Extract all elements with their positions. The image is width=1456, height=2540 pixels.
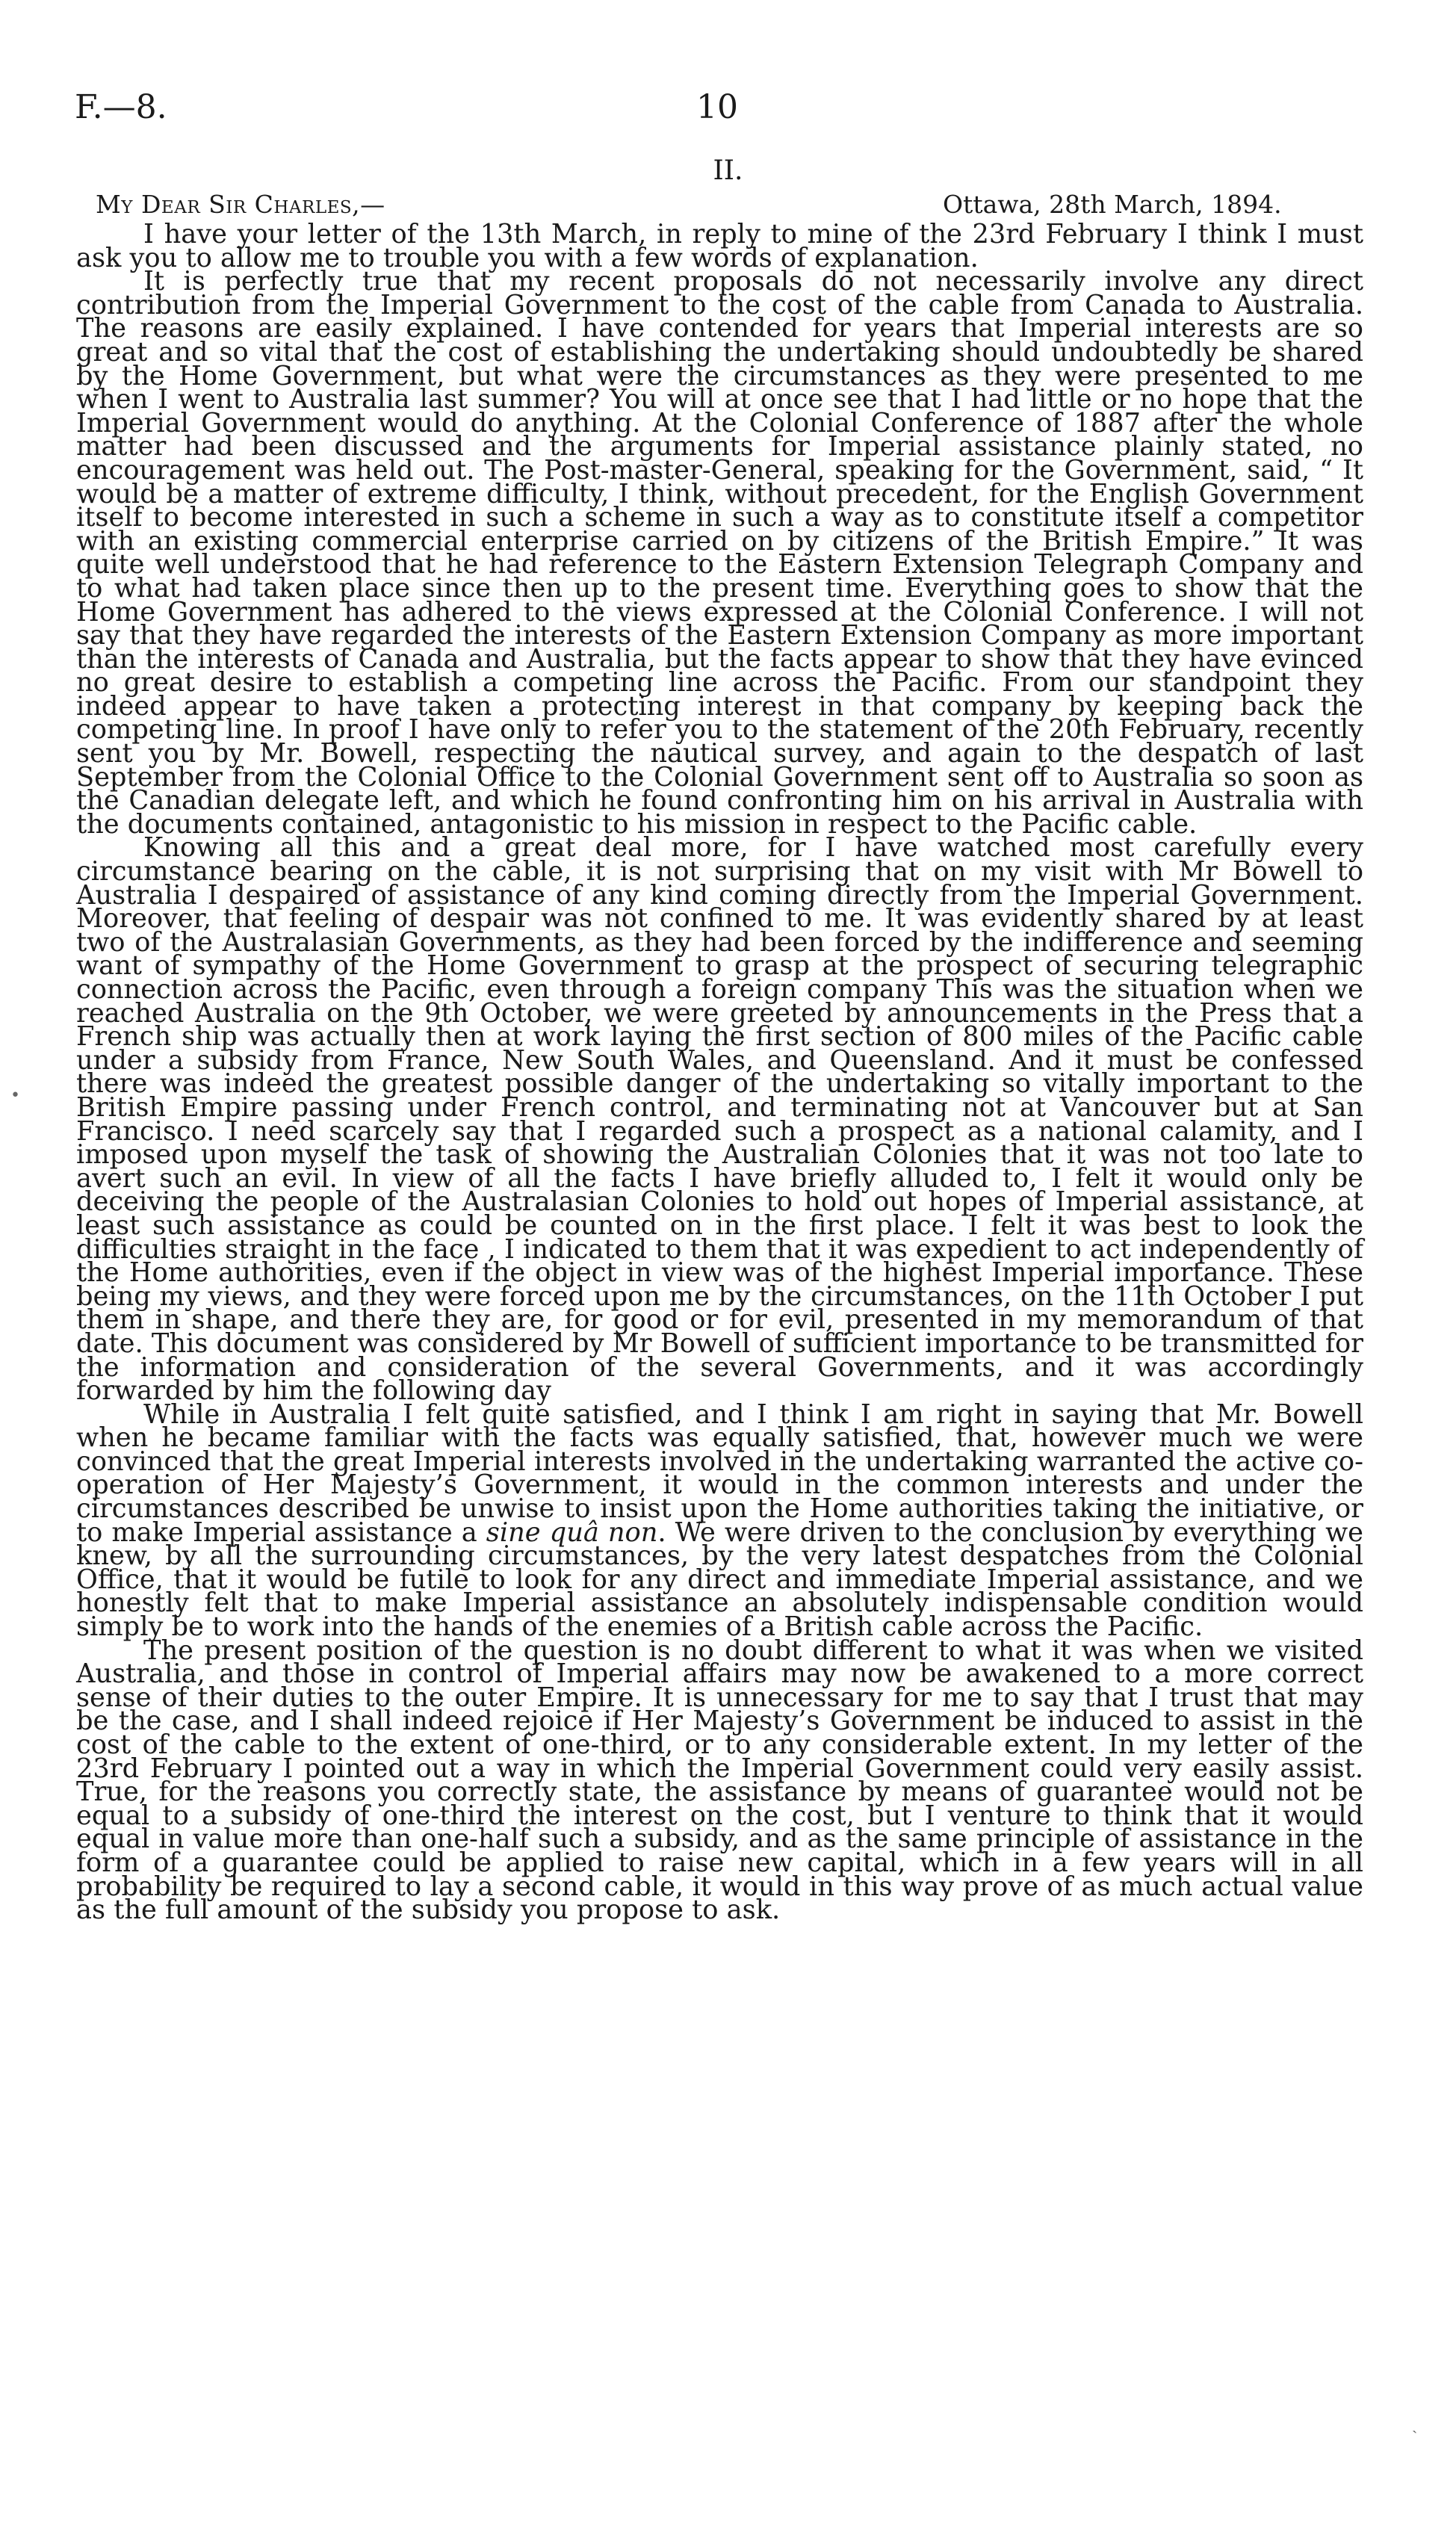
paragraph: It is perfectly true that my recent proposals do not necessarily involve any direct contribution from the Imperial Government to the cost of the cable from Canada to Australia. The reasons are easily explained. I have contended for years that Imperial interests are so great and so vital that the cost of establishing the undertaking should undoubtedly be shared by the Home Government, but what were the circumstances as they were presented to me when I went to Australia last summer? You will at once see that I had little or no hope that the Imperial Government would do anything. At the Colonial Conference of 1887 after the whole matter had been discussed and the arguments for Imperial assistance plainly stated, no encouragement was held out. The Post-master-General, speaking for the Government, said, “ It would be a matter of extreme difficulty, I think, without precedent, for the English Government itself to become interested in such a scheme in such a way as to constitute itself a competitor with an existing commercial enterprise carried on by citizens of the British Empire.” It was quite well understood that he had reference to the Eastern Extension Telegraph Company and to what had taken place since then up to the present time. Everything goes to show that the Home Government has adhered to the views expressed at the Colonial Conference. I will not say that they have regarded the interests of the Eastern Extension Company as more important than the interests of Canada and Australia, but the facts appear to show that they have evinced no great desire to establish a competing line across the Pacific. From our standpoint they indeed appear to have taken a protecting interest in that company by keeping back the competing line. In proof I have only to refer you to the statement of the 20th February, recently sent you by Mr. Bowell, respecting the nautical survey, and again to the despatch of last September from the Colonial Office to the Colonial Government sent off to Australia so soon as the Canadian delegate left, and which he found confronting him on his arrival in Australia with the documents contained, antagonistic to his mission in respect to the Pacific cable. — [76, 266, 1363, 840]
letter-number: II. — [713, 155, 743, 186]
margin-dot-mark: • — [10, 1086, 20, 1105]
paragraph: The present position of the question is no doubt different to what it was when we visited Australia, and those in control of Imperial affairs may now be awakened to a more correct sense of their duties to the outer Empire. It is unnecessary for me to say that I trust that may be the case, and I shall indeed rejoice if Her Majesty’s Government be induced to assist in the cost of the cable to the extent of one-third, or to any considerable extent. In my letter of the 23rd February I pointed out a way in which the Imperial Government could very easily assist. True, for the reasons you correctly state, the assistance by means of guarantee would not be equal to a subsidy of one-third the interest on the cost, but I venture to think that it would equal in value more than one-half such a subsidy, and as the same principle of assistance in the form of a guarantee could be applied to raise new capital, which in a few years will in all probability be required to lay a second cable, it would in this way prove of as much actual value as the full amount of the subsidy you propose to ask. — [76, 1635, 1363, 1926]
paragraph: While in Australia I felt quite satisfied, and I think I am right in saying that Mr. Bowell when he became familiar with the facts was equally satisfied, that, however much we were convinced that the great Imperial interests involved in the undertaking warranted the active co-operation of Her Majesty’s Government, it would in the common interests and under the circumstances described be unwise to insist upon the Home authorities taking the initiative, or to make Imperial assistance a sine quâ non. We were driven to the conclusion by everything we knew, by all the surrounding circumstances, by the very latest despatches from the Colonial Office, that it would be futile to look for any direct and immediate Imperial assistance, and we honestly felt that to make Imperial assistance an absolutely indispensable condition would simply be to work into the hands of the enemies of a British cable across the Pacific. — [76, 1398, 1364, 1643]
letter-body — [76, 219, 1364, 1926]
paragraph: I have your letter of the 13th March, in reply to mine of the 23rd February I think I must ask you to allow me to trouble you with a few words of explanation. — [76, 219, 1363, 273]
dateline: Ottawa, 28th March, 1894. — [943, 190, 1282, 219]
document-reference: F.—8. — [75, 88, 167, 126]
paragraph: Knowing all this and a great deal more, for I have watched most carefully every circumstance bearing on the cable, it is not surprising that on my visit with Mr Bowell to Australia I despaired of assistance of any kind coming directly from the Imperial Government. Moreover, that feeling of despair was not confined to me. It was evidently shared by at least two of the Australasian Governments, as they had been forced by the indifference and seeming want of sympathy of the Home Government to grasp at the prospect of securing telegraphic connection across the Pacific, even through a foreign company This was the situation when we reached Australia on the 9th October, we were greeted by announcements in the Press that a French ship was actually then at work laying the first section of 800 miles of the Pacific cable under a subsidy from France, New South Wales, and Queensland. And it must be confessed there was indeed the greatest possible danger of the undertaking so vitally important to the British Empire passing under French control, and terminating not at Vancouver but at San Francisco. I need scarcely say that I regarded such a prospect as a national calamity, and I imposed upon myself the task of showing the Australian Colonies that it was not too late to avert such an evil. In view of all the facts I have briefly alluded to, I felt it would only be deceiving the people of the Australasian Colonies to hold out hopes of Imperial assistance, at least such assistance as could be counted on in the first place. I felt it was best to look the difficulties straight in the face , I indicated to them that it was expedient to act independently of the Home authorities, even if the object in view was of the highest Imperial importance. These being my views, and they were forced upon me by the circumstances, on the 11th October I put them in shape, and there they are, for good or for evil, presented in my memorandum of that date. This document was considered by Mr Bowell of sufficient importance to be transmitted for the information and consideration of the several Governments, and it was accordingly forwarded by him the following day — [76, 832, 1363, 1407]
salutation: My Dear Sir Charles,— — [96, 190, 385, 219]
margin-tick-mark: ˏ — [1412, 2415, 1418, 2434]
page-number: 10 — [696, 88, 738, 126]
